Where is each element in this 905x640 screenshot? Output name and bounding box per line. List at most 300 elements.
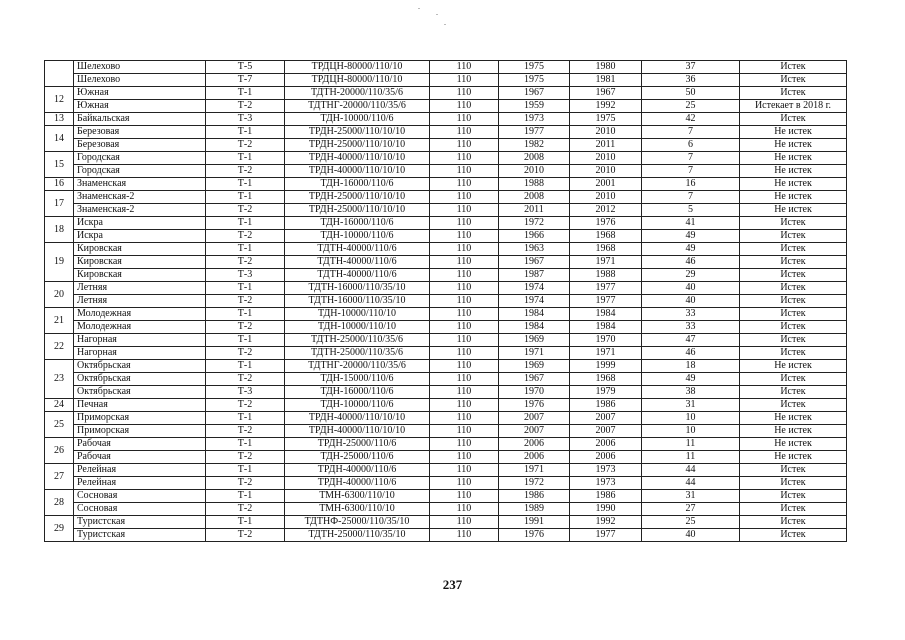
substation-name-cell: Молодежная xyxy=(74,321,206,334)
service-years-cell: 42 xyxy=(642,113,740,126)
transformer-type-cell: ТДТНГ-20000/110/35/6 xyxy=(285,360,430,373)
service-years-cell: 40 xyxy=(642,295,740,308)
commission-year-cell: 1977 xyxy=(570,529,642,542)
transformer-type-cell: ТРДЦН-80000/110/10 xyxy=(285,61,430,74)
service-years-cell: 37 xyxy=(642,61,740,74)
commission-year-cell: 1999 xyxy=(570,360,642,373)
substation-name-cell: Летняя xyxy=(74,295,206,308)
service-years-cell: 25 xyxy=(642,516,740,529)
transformer-type-cell: ТРДН-40000/110/10/10 xyxy=(285,425,430,438)
transformer-type-cell: ТДТН-25000/110/35/10 xyxy=(285,529,430,542)
transformer-type-cell: ТДТН-40000/110/6 xyxy=(285,243,430,256)
transformer-id-cell: Т-1 xyxy=(206,360,285,373)
transformer-id-cell: Т-2 xyxy=(206,529,285,542)
substation-name-cell: Березовая xyxy=(74,139,206,152)
voltage-kv-cell: 110 xyxy=(430,74,499,87)
status-cell: Истек xyxy=(740,516,847,529)
manufacture-year-cell: 1974 xyxy=(499,282,570,295)
table-body xyxy=(45,61,847,542)
transformer-id-cell: Т-7 xyxy=(206,74,285,87)
status-cell: Истек xyxy=(740,61,847,74)
service-years-cell: 31 xyxy=(642,399,740,412)
transformer-id-cell: Т-1 xyxy=(206,282,285,295)
manufacture-year-cell: 2011 xyxy=(499,204,570,217)
commission-year-cell: 1977 xyxy=(570,295,642,308)
status-cell: Истек xyxy=(740,256,847,269)
transformer-id-cell: Т-1 xyxy=(206,308,285,321)
transformer-type-cell: ТРДН-40000/110/10/10 xyxy=(285,412,430,425)
status-cell: Не истек xyxy=(740,438,847,451)
transformer-id-cell: Т-2 xyxy=(206,347,285,360)
service-years-cell: 7 xyxy=(642,152,740,165)
service-years-cell: 11 xyxy=(642,451,740,464)
transformer-type-cell: ТРДН-25000/110/10/10 xyxy=(285,204,430,217)
transformer-type-cell: ТДН-10000/110/6 xyxy=(285,399,430,412)
manufacture-year-cell: 1991 xyxy=(499,516,570,529)
scan-speck xyxy=(418,8,420,9)
status-cell: Не истек xyxy=(740,165,847,178)
manufacture-year-cell: 2007 xyxy=(499,425,570,438)
service-years-cell: 40 xyxy=(642,529,740,542)
status-cell: Истек xyxy=(740,347,847,360)
transformer-id-cell: Т-1 xyxy=(206,243,285,256)
transformer-type-cell: ТРДН-40000/110/10/10 xyxy=(285,152,430,165)
table-row xyxy=(45,503,847,516)
table-row xyxy=(45,425,847,438)
manufacture-year-cell: 1967 xyxy=(499,256,570,269)
commission-year-cell: 1977 xyxy=(570,282,642,295)
substation-name-cell: Искра xyxy=(74,217,206,230)
voltage-kv-cell: 110 xyxy=(430,152,499,165)
manufacture-year-cell: 1966 xyxy=(499,230,570,243)
substation-name-cell: Релейная xyxy=(74,477,206,490)
voltage-kv-cell: 110 xyxy=(430,399,499,412)
commission-year-cell: 1990 xyxy=(570,503,642,516)
transformer-id-cell: Т-2 xyxy=(206,399,285,412)
substation-name-cell: Кировская xyxy=(74,256,206,269)
table-row xyxy=(45,464,847,477)
substation-name-cell: Нагорная xyxy=(74,347,206,360)
row-group-number: 22 xyxy=(45,334,74,360)
row-group-number: 26 xyxy=(45,438,74,464)
table-row xyxy=(45,386,847,399)
row-group-number: 24 xyxy=(45,399,74,412)
service-years-cell: 7 xyxy=(642,191,740,204)
voltage-kv-cell: 110 xyxy=(430,503,499,516)
commission-year-cell: 1986 xyxy=(570,399,642,412)
transformer-id-cell: Т-3 xyxy=(206,386,285,399)
transformer-type-cell: ТМН-6300/110/10 xyxy=(285,490,430,503)
status-cell: Истек xyxy=(740,87,847,100)
table-row xyxy=(45,438,847,451)
voltage-kv-cell: 110 xyxy=(430,347,499,360)
voltage-kv-cell: 110 xyxy=(430,490,499,503)
row-group-number: 18 xyxy=(45,217,74,243)
status-cell: Истек xyxy=(740,477,847,490)
manufacture-year-cell: 1989 xyxy=(499,503,570,516)
voltage-kv-cell: 110 xyxy=(430,308,499,321)
transformer-id-cell: Т-1 xyxy=(206,126,285,139)
page-number: 237 xyxy=(442,577,463,592)
manufacture-year-cell: 1984 xyxy=(499,308,570,321)
voltage-kv-cell: 110 xyxy=(430,464,499,477)
table-row xyxy=(45,269,847,282)
substation-name-cell: Октябрьская xyxy=(74,386,206,399)
transformer-id-cell: Т-1 xyxy=(206,412,285,425)
service-years-cell: 27 xyxy=(642,503,740,516)
row-group-number: 25 xyxy=(45,412,74,438)
table-row xyxy=(45,282,847,295)
service-years-cell: 44 xyxy=(642,464,740,477)
transformer-type-cell: ТДТНГ-20000/110/35/6 xyxy=(285,100,430,113)
status-cell: Не истек xyxy=(740,204,847,217)
transformer-type-cell: ТМН-6300/110/10 xyxy=(285,503,430,516)
substation-name-cell: Релейная xyxy=(74,464,206,477)
transformer-type-cell: ТДН-16000/110/6 xyxy=(285,386,430,399)
commission-year-cell: 1968 xyxy=(570,243,642,256)
substation-name-cell: Сосновая xyxy=(74,490,206,503)
row-group-number: 17 xyxy=(45,191,74,217)
substation-name-cell: Нагорная xyxy=(74,334,206,347)
service-years-cell: 38 xyxy=(642,386,740,399)
transformer-type-cell: ТРДН-25000/110/10/10 xyxy=(285,126,430,139)
substation-name-cell: Шелехово xyxy=(74,74,206,87)
manufacture-year-cell: 1969 xyxy=(499,360,570,373)
manufacture-year-cell: 1976 xyxy=(499,529,570,542)
table-row xyxy=(45,308,847,321)
transformer-id-cell: Т-1 xyxy=(206,490,285,503)
service-years-cell: 11 xyxy=(642,438,740,451)
voltage-kv-cell: 110 xyxy=(430,165,499,178)
substation-name-cell: Молодежная xyxy=(74,308,206,321)
manufacture-year-cell: 1973 xyxy=(499,113,570,126)
table-row xyxy=(45,100,847,113)
transformer-type-cell: ТДН-16000/110/6 xyxy=(285,178,430,191)
transformer-id-cell: Т-1 xyxy=(206,217,285,230)
manufacture-year-cell: 1982 xyxy=(499,139,570,152)
commission-year-cell: 2010 xyxy=(570,191,642,204)
transformer-table xyxy=(44,60,847,542)
transformer-type-cell: ТДТН-25000/110/35/6 xyxy=(285,334,430,347)
commission-year-cell: 1979 xyxy=(570,386,642,399)
substation-name-cell: Рабочая xyxy=(74,438,206,451)
transformer-id-cell: Т-1 xyxy=(206,516,285,529)
service-years-cell: 46 xyxy=(642,347,740,360)
voltage-kv-cell: 110 xyxy=(430,438,499,451)
substation-name-cell: Октябрьская xyxy=(74,360,206,373)
manufacture-year-cell: 2008 xyxy=(499,152,570,165)
table-row xyxy=(45,295,847,308)
manufacture-year-cell: 1967 xyxy=(499,87,570,100)
row-group-number: 23 xyxy=(45,360,74,399)
status-cell: Истек xyxy=(740,334,847,347)
voltage-kv-cell: 110 xyxy=(430,61,499,74)
service-years-cell: 10 xyxy=(642,425,740,438)
transformer-type-cell: ТДН-10000/110/10 xyxy=(285,308,430,321)
commission-year-cell: 1984 xyxy=(570,321,642,334)
manufacture-year-cell: 1975 xyxy=(499,74,570,87)
voltage-kv-cell: 110 xyxy=(430,191,499,204)
row-group-number: 13 xyxy=(45,113,74,126)
service-years-cell: 29 xyxy=(642,269,740,282)
transformer-id-cell: Т-3 xyxy=(206,269,285,282)
status-cell: Истек xyxy=(740,308,847,321)
substation-name-cell: Кировская xyxy=(74,243,206,256)
voltage-kv-cell: 110 xyxy=(430,529,499,542)
status-cell: Не истек xyxy=(740,139,847,152)
transformer-type-cell: ТДН-10000/110/10 xyxy=(285,321,430,334)
voltage-kv-cell: 110 xyxy=(430,282,499,295)
service-years-cell: 16 xyxy=(642,178,740,191)
service-years-cell: 49 xyxy=(642,373,740,386)
service-years-cell: 7 xyxy=(642,165,740,178)
commission-year-cell: 2006 xyxy=(570,438,642,451)
manufacture-year-cell: 1967 xyxy=(499,373,570,386)
voltage-kv-cell: 110 xyxy=(430,243,499,256)
service-years-cell: 50 xyxy=(642,87,740,100)
commission-year-cell: 2010 xyxy=(570,152,642,165)
manufacture-year-cell: 1972 xyxy=(499,477,570,490)
substation-name-cell: Искра xyxy=(74,230,206,243)
table-row xyxy=(45,399,847,412)
commission-year-cell: 2010 xyxy=(570,165,642,178)
transformer-id-cell: Т-1 xyxy=(206,464,285,477)
voltage-kv-cell: 110 xyxy=(430,113,499,126)
commission-year-cell: 2001 xyxy=(570,178,642,191)
substation-name-cell: Туристская xyxy=(74,516,206,529)
transformer-type-cell: ТДТН-40000/110/6 xyxy=(285,269,430,282)
commission-year-cell: 1973 xyxy=(570,477,642,490)
voltage-kv-cell: 110 xyxy=(430,516,499,529)
table-row xyxy=(45,178,847,191)
substation-name-cell: Приморская xyxy=(74,412,206,425)
service-years-cell: 46 xyxy=(642,256,740,269)
commission-year-cell: 1986 xyxy=(570,490,642,503)
transformer-id-cell: Т-1 xyxy=(206,191,285,204)
transformer-type-cell: ТДН-15000/110/6 xyxy=(285,373,430,386)
row-group-number: 16 xyxy=(45,178,74,191)
service-years-cell: 49 xyxy=(642,243,740,256)
table-row xyxy=(45,477,847,490)
commission-year-cell: 1984 xyxy=(570,308,642,321)
table-row xyxy=(45,373,847,386)
service-years-cell: 44 xyxy=(642,477,740,490)
manufacture-year-cell: 1975 xyxy=(499,61,570,74)
substation-name-cell: Кировская xyxy=(74,269,206,282)
voltage-kv-cell: 110 xyxy=(430,178,499,191)
manufacture-year-cell: 2006 xyxy=(499,438,570,451)
transformer-type-cell: ТДТН-40000/110/6 xyxy=(285,256,430,269)
service-years-cell: 7 xyxy=(642,126,740,139)
table-row xyxy=(45,529,847,542)
commission-year-cell: 2007 xyxy=(570,425,642,438)
transformer-type-cell: ТРДН-25000/110/10/10 xyxy=(285,139,430,152)
voltage-kv-cell: 110 xyxy=(430,321,499,334)
transformer-type-cell: ТРДН-40000/110/6 xyxy=(285,464,430,477)
row-group-number: 12 xyxy=(45,87,74,113)
status-cell: Не истек xyxy=(740,412,847,425)
row-group-number xyxy=(45,61,74,87)
voltage-kv-cell: 110 xyxy=(430,425,499,438)
manufacture-year-cell: 1984 xyxy=(499,321,570,334)
row-group-number: 20 xyxy=(45,282,74,308)
status-cell: Истек xyxy=(740,230,847,243)
transformer-id-cell: Т-2 xyxy=(206,295,285,308)
commission-year-cell: 2007 xyxy=(570,412,642,425)
status-cell: Истек xyxy=(740,243,847,256)
service-years-cell: 41 xyxy=(642,217,740,230)
substation-name-cell: Шелехово xyxy=(74,61,206,74)
transformer-type-cell: ТДТН-16000/110/35/10 xyxy=(285,282,430,295)
commission-year-cell: 1971 xyxy=(570,347,642,360)
table-row xyxy=(45,347,847,360)
table-row xyxy=(45,217,847,230)
voltage-kv-cell: 110 xyxy=(430,217,499,230)
substation-name-cell: Печная xyxy=(74,399,206,412)
table-row xyxy=(45,321,847,334)
transformer-type-cell: ТРДЦН-80000/110/10 xyxy=(285,74,430,87)
transformer-id-cell: Т-2 xyxy=(206,230,285,243)
status-cell: Истек xyxy=(740,74,847,87)
transformer-id-cell: Т-2 xyxy=(206,321,285,334)
substation-name-cell: Туристская xyxy=(74,529,206,542)
commission-year-cell: 2006 xyxy=(570,451,642,464)
table-row xyxy=(45,516,847,529)
table-row xyxy=(45,360,847,373)
service-years-cell: 25 xyxy=(642,100,740,113)
service-years-cell: 40 xyxy=(642,282,740,295)
voltage-kv-cell: 110 xyxy=(430,126,499,139)
manufacture-year-cell: 1972 xyxy=(499,217,570,230)
manufacture-year-cell: 1971 xyxy=(499,464,570,477)
service-years-cell: 18 xyxy=(642,360,740,373)
voltage-kv-cell: 110 xyxy=(430,373,499,386)
service-years-cell: 33 xyxy=(642,321,740,334)
service-years-cell: 49 xyxy=(642,230,740,243)
manufacture-year-cell: 1959 xyxy=(499,100,570,113)
transformer-type-cell: ТДН-16000/110/6 xyxy=(285,217,430,230)
transformer-type-cell: ТДН-10000/110/6 xyxy=(285,113,430,126)
transformer-id-cell: Т-2 xyxy=(206,256,285,269)
table-row xyxy=(45,412,847,425)
transformer-id-cell: Т-5 xyxy=(206,61,285,74)
substation-name-cell: Октябрьская xyxy=(74,373,206,386)
status-cell: Не истек xyxy=(740,191,847,204)
manufacture-year-cell: 2008 xyxy=(499,191,570,204)
transformer-type-cell: ТДТН-16000/110/35/10 xyxy=(285,295,430,308)
transformer-id-cell: Т-2 xyxy=(206,373,285,386)
commission-year-cell: 1988 xyxy=(570,269,642,282)
voltage-kv-cell: 110 xyxy=(430,139,499,152)
status-cell: Истек xyxy=(740,217,847,230)
status-cell: Истекает в 2018 г. xyxy=(740,100,847,113)
status-cell: Не истек xyxy=(740,152,847,165)
voltage-kv-cell: 110 xyxy=(430,360,499,373)
commission-year-cell: 2011 xyxy=(570,139,642,152)
status-cell: Истек xyxy=(740,529,847,542)
voltage-kv-cell: 110 xyxy=(430,87,499,100)
status-cell: Не истек xyxy=(740,360,847,373)
status-cell: Не истек xyxy=(740,126,847,139)
table-row xyxy=(45,230,847,243)
transformer-type-cell: ТРДН-40000/110/10/10 xyxy=(285,165,430,178)
transformer-id-cell: Т-2 xyxy=(206,477,285,490)
status-cell: Истек xyxy=(740,269,847,282)
voltage-kv-cell: 110 xyxy=(430,451,499,464)
table-row xyxy=(45,61,847,74)
manufacture-year-cell: 1988 xyxy=(499,178,570,191)
transformer-type-cell: ТРДН-25000/110/6 xyxy=(285,438,430,451)
status-cell: Не истек xyxy=(740,451,847,464)
commission-year-cell: 2012 xyxy=(570,204,642,217)
manufacture-year-cell: 1970 xyxy=(499,386,570,399)
transformer-id-cell: Т-1 xyxy=(206,87,285,100)
row-group-number: 15 xyxy=(45,152,74,178)
manufacture-year-cell: 1976 xyxy=(499,399,570,412)
table-row xyxy=(45,87,847,100)
manufacture-year-cell: 2010 xyxy=(499,165,570,178)
status-cell: Истек xyxy=(740,295,847,308)
commission-year-cell: 1992 xyxy=(570,100,642,113)
manufacture-year-cell: 2006 xyxy=(499,451,570,464)
substation-name-cell: Городская xyxy=(74,165,206,178)
voltage-kv-cell: 110 xyxy=(430,477,499,490)
commission-year-cell: 2010 xyxy=(570,126,642,139)
substation-name-cell: Знаменская-2 xyxy=(74,191,206,204)
table-row xyxy=(45,490,847,503)
manufacture-year-cell: 1977 xyxy=(499,126,570,139)
status-cell: Истек xyxy=(740,282,847,295)
voltage-kv-cell: 110 xyxy=(430,269,499,282)
voltage-kv-cell: 110 xyxy=(430,256,499,269)
manufacture-year-cell: 1969 xyxy=(499,334,570,347)
table-row xyxy=(45,113,847,126)
substation-name-cell: Знаменская xyxy=(74,178,206,191)
table-row xyxy=(45,451,847,464)
service-years-cell: 36 xyxy=(642,74,740,87)
table-row xyxy=(45,165,847,178)
transformer-id-cell: Т-2 xyxy=(206,204,285,217)
table-row xyxy=(45,191,847,204)
voltage-kv-cell: 110 xyxy=(430,204,499,217)
voltage-kv-cell: 110 xyxy=(430,230,499,243)
transformer-type-cell: ТРДН-25000/110/10/10 xyxy=(285,191,430,204)
commission-year-cell: 1968 xyxy=(570,230,642,243)
row-group-number: 19 xyxy=(45,243,74,282)
transformer-type-cell: ТДН-25000/110/6 xyxy=(285,451,430,464)
status-cell: Истек xyxy=(740,321,847,334)
commission-year-cell: 1981 xyxy=(570,74,642,87)
scan-speck xyxy=(444,24,446,25)
transformer-id-cell: Т-3 xyxy=(206,113,285,126)
table-row xyxy=(45,334,847,347)
transformer-type-cell: ТДТН-20000/110/35/6 xyxy=(285,87,430,100)
substation-name-cell: Южная xyxy=(74,100,206,113)
status-cell: Истек xyxy=(740,373,847,386)
status-cell: Истек xyxy=(740,399,847,412)
manufacture-year-cell: 1986 xyxy=(499,490,570,503)
commission-year-cell: 1976 xyxy=(570,217,642,230)
commission-year-cell: 1980 xyxy=(570,61,642,74)
service-years-cell: 31 xyxy=(642,490,740,503)
commission-year-cell: 1971 xyxy=(570,256,642,269)
substation-name-cell: Сосновая xyxy=(74,503,206,516)
table-row xyxy=(45,204,847,217)
transformer-id-cell: Т-2 xyxy=(206,503,285,516)
manufacture-year-cell: 1974 xyxy=(499,295,570,308)
commission-year-cell: 1975 xyxy=(570,113,642,126)
substation-name-cell: Рабочая xyxy=(74,451,206,464)
